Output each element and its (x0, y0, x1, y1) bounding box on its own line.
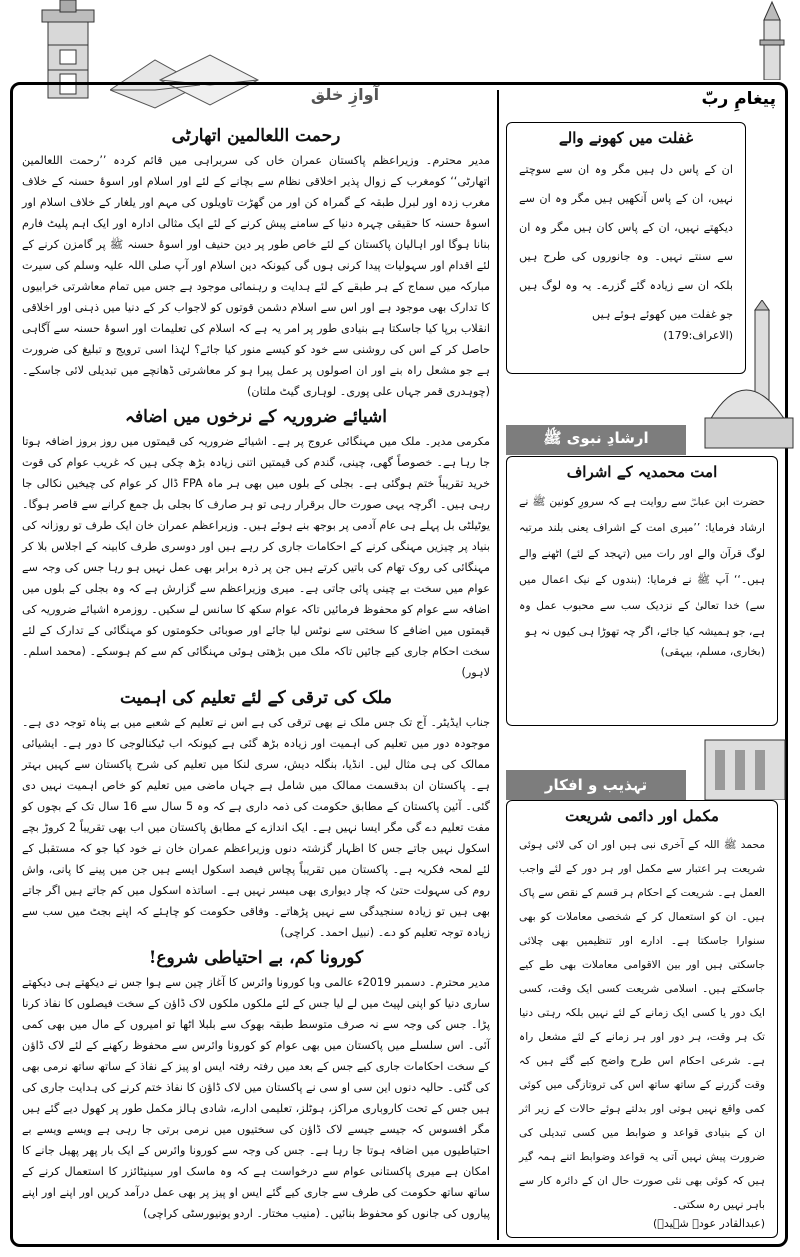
letter-1 (22, 126, 490, 402)
left-header-text: آوازِ خلق (310, 84, 380, 104)
hadith-banner-text: ارشادِ نبوی ﷺ (543, 429, 649, 447)
quran-box-title: غفلت میں کھونے والے (558, 129, 694, 147)
letter-2-body (22, 431, 490, 683)
letter-4-title: کورونا کم، بے احتیاطی شروع! (148, 948, 364, 968)
right-top-banner-text: پیغامِ ربّ (701, 89, 776, 109)
letter-4-signature: (منیب مختار۔ اردو یونیورسٹی کراچی) (143, 1207, 321, 1220)
letter-3 (22, 687, 490, 943)
letter-2 (22, 406, 490, 683)
hadith-box-title: امت محمدیہ کے اشراف (566, 463, 718, 481)
letters-column (22, 126, 490, 1228)
letter-2-signature: (محمد اسلم۔ لاہور) (22, 645, 490, 679)
hadith-box-reference: (بخاری، مسلم، بیہقی) (660, 645, 765, 658)
letter-1-signature: (چوہدری قمر جہاں علی پوری۔ لوہاری گیٹ ملتان) (247, 385, 490, 398)
thought-banner (506, 770, 686, 800)
building-illustration (700, 730, 790, 800)
minaret-illustration (750, 0, 795, 80)
hadith-banner (506, 425, 686, 455)
letter-4 (22, 947, 490, 1224)
thought-banner-text: تہذیب و افکار (544, 776, 648, 794)
letter-1-title: رحمت اللعالمین اتھارٹی (171, 126, 341, 146)
column-divider (497, 90, 499, 1240)
mosque-dome-illustration (700, 300, 795, 450)
right-top-banner (506, 82, 788, 116)
hadith-box (506, 456, 778, 726)
letter-4-text: مدیر محترم۔ دسمبر 2019ء عالمی وبا کورونا وائرس کا آغاز چین سے ہوا جس نے دیکھتے ہی دیکھتے ساری دنیا کو اپنی لپیٹ میں لے لیا جس کے لئے ملکوں ملکوں لاک ڈاؤن کے سخت فیصلوں کا نفاذ کرنا پڑا۔ جس کی وجہ سے نہ صرف متوسط طبقہ بھوک سے بلبلا اٹھا تو امیروں کے مال میں بھی کمی آئی۔ اس سلسلے میں پاکستان میں بھی عوام کو کورونا وائرس سے محفوظ رکھنے کے لئے لاک ڈاؤن کے سخت احکامات جاری کیے جس کے بعد میں رفتہ رفتہ ایس او پیز کے نفاذ کے ساتھ ساتھ نرمی بھی کی گئی۔ حالیہ دنوں این سی او سی نے پاکستان میں لاک ڈاؤن کا نفاذ ختم کرنے کی ہدایت جاری کی ہیں جس کے تحت کاروباری مراکز، ہوٹلز، تعلیمی ادارے، شادی ہالز مکمل طور پر کھول دیے گئے ہیں مگر افسوس کہ جیسے جیسے لاک ڈاؤن کی سختیوں میں نرمی برتی جا رہی ہے ویسے ویسے بے احتیاطیوں میں اضافہ ہوتا جا رہا ہے۔ جس کی وجہ سے کورونا وائرس کے ایک بار پھر پھیل جانے کا امکان ہے میری پاکستانی عوام سے درخواست ہے کہ وہ ماسک اور سینیٹائزر کا استعمال کرنے کے ساتھ ساتھ حکومت کی طرف سے جاری کیے گئے ایس او پیز پر بھی عمل درآمد کریں اور اپنے اور اپنے پیاروں کی جانوں کو محفوظ بنائیں۔ (22, 976, 491, 1220)
shariah-box-title: مکمل اور دائمی شریعت (565, 807, 719, 825)
shariah-box-reference: (عبدالقادر عودہ شہیدؒ) (652, 1217, 765, 1230)
letter-1-body (22, 150, 490, 402)
letter-3-signature: (نبیل احمد۔ کراچی) (280, 926, 375, 939)
left-column-header (280, 74, 410, 114)
quran-box-reference: (الاعراف:179) (663, 329, 733, 342)
quran-box-body: ان کے پاس دل ہیں مگر وہ ان سے سوچتے نہیں، ان کے پاس آنکھیں ہیں مگر وہ ان سے دیکھتے نہیں، ان کے پاس کان ہیں مگر وہ ان سے سنتے نہیں۔ وہ جانوروں کی طرح ہیں بلکہ ان سے زیادہ گئے گزرے۔ یہ وہ لوگ ہیں جو غفلت میں کھوئے ہوئے ہیں (519, 163, 733, 321)
letter-3-body (22, 712, 490, 943)
letter-2-text: مکرمی مدیر۔ ملک میں مہنگائی عروج پر ہے۔ اشیائے ضروریہ کی قیمتوں میں روز بروز اضافہ ہوتا جا رہا ہے۔ خصوصاً گھی، چینی، گندم کی قیمتیں اتنی زیادہ بڑھ چکی ہیں کہ غریب عوام کی قوت خرید تقریباً ختم ہوگئی ہے۔ بجلی کے بلوں میں بھی ہر ماہ FPA ڈال کر عوام کی چیخیں نکالی جا رہی ہیں۔ اگرچہ یہی صورت حال برقرار رہی تو ہر صارف کا بجلی بل جمع کرانے سے قاصر ہوگا۔ یوٹیلٹی بل پہلے ہی عام آدمی پر بوجھ بنے ہوئے ہیں۔ وزیراعظم عمران خان ایک طرف تو روزانہ کی بنیاد پر چیزیں مہنگی کرنے کے احکامات جاری کر رہے ہیں اور دوسری طرف کابینہ کے اجلاس بلا کر مہنگائی کی روک تھام کی باتیں کرتے ہیں جن پر ذرہ برابر بھی عمل نہیں ہو رہا جس کی وجہ سے عوام میں سخت بے چینی پائی جاتی ہے۔ میری وزیراعظم سے گزارش ہے کہ وہ بجلی کے بلوں میں اضافہ سے عوام کو محفوظ فرمائیں تاکہ عوام سکھ کا سانس لے سکیں۔ روزمرہ اشیائے ضروریہ کی قیمتوں میں اضافے کا سختی سے نوٹس لیا جائے اور صوبائی حکومتوں کو مہنگائی کے تدارک کے لئے سخت احکام جاری کیے جائیں تاکہ ملک میں بڑھتی ہوئی مہنگائی کم سے کم ہوسکے۔ (22, 435, 490, 658)
letter-3-text: جناب ایڈیٹر۔ آج تک جس ملک نے بھی ترقی کی ہے اس نے تعلیم کے شعبے میں بے پناہ توجہ دی ہے۔ موجودہ دور میں تعلیم کی اہمیت اور زیادہ بڑھ گئی ہے کیونکہ اب ٹیکنالوجی کا دور ہے۔ ایشیائی ممالک کی ہی مثال لیں۔ انڈیا، بنگلہ دیش، سری لنکا میں تعلیم کی شرح پاکستان سے کہیں بہتر ہے۔ پاکستان ان بدقسمت ممالک میں شامل ہے جہاں ماضی میں تعلیم کو خاص اہمیت نہیں دی گئی۔ آئین پاکستان کے مطابق حکومت کی ذمہ داری ہے کہ وہ 5 سال سے 16 سال تک کے بچوں کو مفت تعلیم دے گی مگر ایسا نہیں ہے۔ ایک اندازے کے مطابق پاکستان میں اب بھی تقریباً 2 کروڑ بچے اسکول نہیں جاتے جس کا اظہار گزشتہ دنوں وزیراعظم عمران خان نے خود کیا جو کہ مستقبل کے لئے لمحہ فکریہ ہے۔ پاکستان میں تقریباً پچاس فیصد اسکول ایسے ہیں جن میں پینے کا پانی، واش روم کی سہولت حتیٰ کہ چار دیواری بھی میسر نہیں ہے۔ اساتذہ اسکول میں کم جاتے ہیں اگر جاتے بھی ہیں تو زیادہ سنجیدگی سے نہیں پڑھاتے۔ وفاقی حکومت کو چاہئے کہ اپنے بجٹ میں سب سے زیادہ توجہ تعلیم کو دے۔ (22, 716, 490, 939)
letter-2-title: اشیائے ضروریہ کے نرخوں میں اضافہ (124, 407, 388, 427)
letter-4-body (22, 972, 490, 1224)
letter-3-title: ملک کی ترقی کے لئے تعلیم کی اہمیت (120, 688, 392, 708)
letter-1-text: مدیر محترم۔ وزیراعظم پاکستان عمران خاں کی سربراہی میں قائم کردہ ’’رحمت اللعالمین اتھارٹی‘‘ کومغرب کے زوال پذیر اخلاقی نظام سے بچانے کے لئے اور اسلام اور اسوۂ حسنہ کے خلاف مغرب زدہ اور لبرل طبقہ کے گمراہ کن اور من گھڑت تاویلوں کی مہم اور یلغار کے خلاف اسلام اور اسوۂ حسنہ کا حقیقی چہرہ دنیا کے سامنے پیش کرنے کے لئے ایک مثالی ادارہ اور ایک اہم پلیٹ فارم بنانا ہوگا اور اہالیان پاکستان کے لئے خاص طور پر دین حنیف اور اسوۂ حسنہ ﷺ پر گامزن کرنے کے لئے اقدام اور سہولیات پیدا کرنی ہوں گی کیونکہ دین اسلام اور آپ صلی اللہ علیہ وسلم کی سیرت مبارکہ میں سماج کے ہر طبقے کے لئے ہدایت و رہنمائی موجود ہے جس میں تمام معاشرتی خرابیوں کا تدارک بھی موجود ہے اور اس سے اسلام دشمن قوتوں کو لاجواب کر کے دنیا میں ذہنی اور اخلاقی انقلاب برپا کیا جاسکتا ہے بنیادی طور پر امر یہ ہے کہ اسلام کی تعلیمات اور اسوۂ حسنہ سے آگاہی حاصل کر کے اس کی روشنی سے خود کو کیسے منور کیا جائے؟ لہٰذا اسی ترویج و تبلیغ کی ضرورت ہے جو مشعل راہ بنے اور ان اصولوں پر عمل پیرا ہو کر معاشرتی ڈھانچے میں تبدیلی لائی جاسکے۔ (22, 154, 490, 377)
shariah-box (506, 800, 778, 1238)
shariah-box-body: محمد ﷺ اللہ کے آخری نبی ہیں اور ان کی لائی ہوئی شریعت ہر اعتبار سے مکمل اور ہر دور کے لئے واجب العمل ہے۔ شریعت کے احکام ہر قسم کے نقص سے پاک ہیں۔ ان کو استعمال کر کے شخصی معاملات کو بھی سنوارا جاسکتا ہے۔ ادارے اور تنظیمیں بھی چلائی جاسکتی ہیں اور بین الاقوامی معاملات بھی طے کیے جاسکتے ہیں۔ اسلامی شریعت کسی ایک وقت، کسی ایک دور یا کسی ایک زمانے کے لئے نہیں بلکہ رہتی دنیا تک ہر وقت، ہر دور اور ہر زمانے کے لئے مشعل راہ ہے۔ شرعی احکام اس طرح واضح کیے گئے ہیں کہ وقت گزرنے کے ساتھ ساتھ اس کی تروتازگی میں کوئی کمی واقع نہیں ہوتی اور بدلتے ہوئے حالات کے زیر اثر ان کے بنیادی قواعد و ضوابط میں کسی تبدیلی کی ضرورت پیش نہیں آتی یہ قواعد وضوابط اتنے ہمہ گیر ہیں کہ کوئی بھی نئی صورت حال ان کے دائرہ کار سے باہر نہیں رہ سکتی۔ (519, 839, 765, 1211)
hadith-box-body: حضرت ابن عباسؓ سے روایت ہے کہ سرورِ کونین ﷺ نے ارشاد فرمایا: ’’میری امت کے اشراف یعنی بلند مرتبہ لوگ قرآن والے اور رات میں (تہجد کے لئے) اٹھنے والے ہیں۔‘‘ آپ ﷺ نے فرمایا: (بندوں کے نیک اعمال میں سے) خدا تعالیٰ کے نزدیک سب سے محبوب عمل وہ ہے، جو ہمیشہ کیا جائے، اگر چہ تھوڑا ہی کیوں نہ ہو (519, 495, 765, 638)
